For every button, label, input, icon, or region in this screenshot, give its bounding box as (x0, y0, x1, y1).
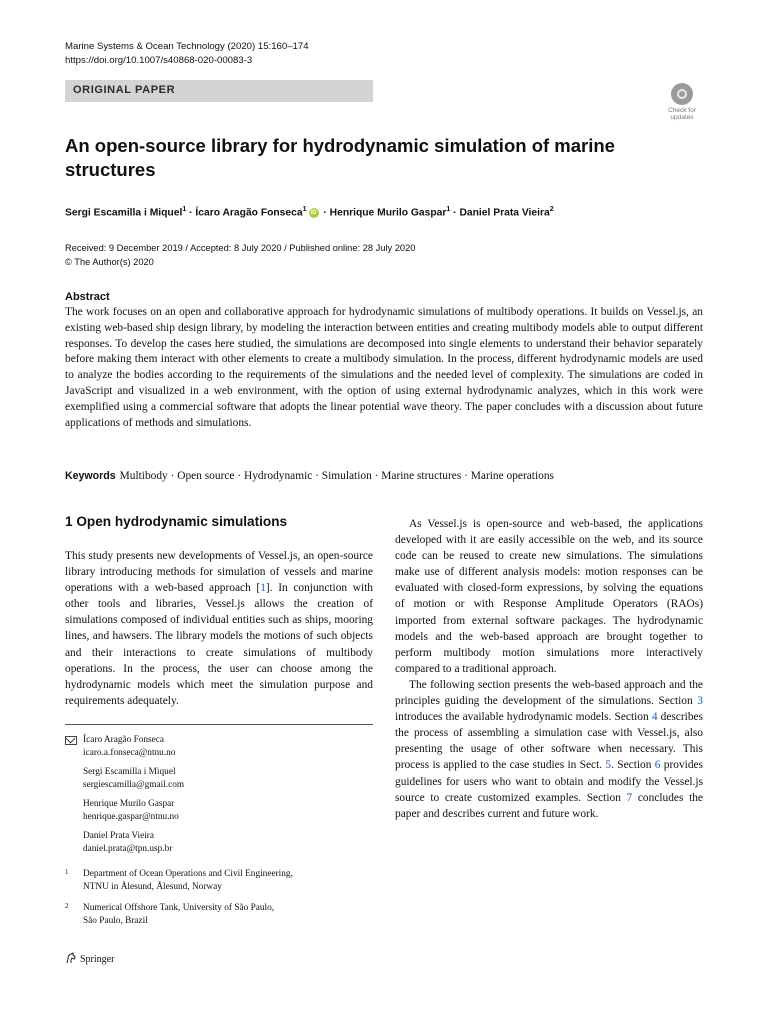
right-paragraph-1: As Vessel.js is open-source and web-based, the applications developed with it are easily accessible on the web, and its source code can be reused to create new simulations. The simulations make use of different analysis models: motion responses can be evaluated with closed-form expressions, by solving the equations of motion or with Response Amplitude Operators (RAOs) imported from external software packages. The hydrodynamic models and the web-based approach are brought together to perform multibody motion simulations more interactively compared to a traditional approach. (395, 518, 703, 675)
check-for-updates-badge[interactable] (663, 83, 701, 123)
author-separator: · (186, 207, 196, 219)
affiliation-line: São Paulo, Brazil (83, 916, 148, 926)
paragraph-text: introduces the available hydrodynamic models. Section (395, 711, 652, 724)
section-link[interactable]: 4 (651, 711, 658, 724)
section-link[interactable]: 3 (697, 695, 703, 708)
orcid-icon[interactable]: iD (310, 210, 317, 217)
author-affiliation-mark: 2 (549, 206, 554, 213)
affiliation-line: Numerical Offshore Tank, University of São Paulo, (83, 903, 275, 913)
abstract-heading: Abstract (65, 291, 110, 303)
publication-dates (65, 241, 415, 269)
affiliation-number: 1 (65, 868, 69, 876)
keywords-label: Keywords (65, 470, 116, 482)
author-affiliation-mark: 1 (446, 206, 451, 213)
paragraph-text: . Section (611, 759, 655, 772)
contact-name: Sergi Escamilla i Miquel (83, 767, 176, 777)
author-name: Daniel Prata Vieira (459, 207, 550, 219)
contact-name: Ícaro Aragão Fonseca (83, 735, 165, 745)
author-name: Henrique Murilo Gaspar (329, 207, 447, 219)
affiliation-number: 2 (65, 902, 69, 910)
section-link[interactable]: 6 (654, 759, 661, 772)
check-badge-line1: Check for (668, 107, 696, 114)
author-name: Ícaro Aragão Fonseca (195, 207, 303, 219)
journal-header (65, 40, 309, 68)
publisher-name: Springer (80, 954, 115, 965)
copyright-line: © The Author(s) 2020 (65, 257, 154, 267)
section-link[interactable]: 5 (605, 759, 612, 772)
springer-horse-icon (65, 952, 77, 964)
contact-entry (83, 766, 363, 792)
author-separator: · (320, 207, 330, 219)
article-type-label: ORIGINAL PAPER (73, 84, 176, 96)
author-separator: · (450, 207, 460, 219)
contact-entry (83, 830, 363, 856)
affiliation-entry (83, 868, 373, 894)
affiliation-line: Department of Ocean Operations and Civil Engineering, (83, 869, 293, 879)
envelope-icon (65, 736, 77, 745)
check-for-updates-icon (671, 83, 693, 105)
author-list (65, 203, 705, 220)
paragraph-text: This study presents new developments of Vessel.js, an open-source library introducing methods for simulation of vessels and marine operations with a web-based approach [ (65, 550, 373, 595)
right-column (395, 516, 703, 822)
contact-email[interactable]: icaro.a.fonseca@ntnu.no (83, 748, 176, 758)
affiliation-entry (83, 902, 373, 928)
paragraph-text: provides guidelines for users who want to obtain and modify the Vessel.js source to create customized examples. Section (395, 759, 704, 804)
contact-entry (83, 798, 363, 824)
page-footer (65, 952, 114, 967)
paragraph-text: ]. In conjunction with other tools and libraries, Vessel.js allows the creation of simulations composed of individual entities such as ships, mooring lines, and hawsers. The library models the motions of such objects and their interactions to create simulations of multibody operations. In the process, the user can choose among the hydrodynamic models which meet the simulation purpose and requirements adequately. (65, 582, 374, 707)
section-heading: 1 Open hydrodynamic simulations (65, 514, 288, 529)
contact-entry (83, 734, 363, 760)
contact-email[interactable]: sergiescamilla@gmail.com (83, 780, 185, 790)
right-paragraph-2 (395, 677, 703, 822)
abstract-text: The work focuses on an open and collaborative approach for hydrodynamic simulations of multibody operations. It builds on Vessel.js, an existing web-based ship design library, by modeling the interaction between entities and creating multibody models able to output different responses. To develop the cases here studied, the simulations are decomposed into single elements to understand their behavior separately before making them interact with other elements to create a multibody simulation. In the process, different hydrodynamic models are used to analyze the bodies according to the requirements of the simulations and the needed level of complexity. The simulations are coded in JavaScript and visualized in a web environment, with the option of using external hydrodynamic analyzes, which in this work were exemplified using a commercial software that adopts the linear potential wave theory. The paper concludes with a discussion about future applications of methods and simulations. (65, 306, 703, 429)
author-affiliation-mark: 1 (302, 206, 307, 213)
citation-link[interactable]: 1 (260, 582, 266, 595)
paragraph-text: concludes the paper and describes current and future work. (395, 791, 703, 820)
footnote-divider (65, 724, 373, 725)
affiliation-line: NTNU in Ålesund, Ålesund, Norway (83, 882, 222, 892)
left-column-paragraph (65, 548, 373, 709)
contact-email[interactable]: daniel.prata@tpn.usp.br (83, 844, 173, 854)
check-badge-line2: updates (670, 114, 694, 121)
author-affiliation-mark: 1 (182, 206, 187, 213)
contact-email[interactable]: henrique.gaspar@ntnu.no (83, 812, 179, 822)
contact-name: Daniel Prata Vieira (83, 831, 155, 841)
section-link[interactable]: 7 (626, 791, 633, 804)
author-name: Sergi Escamilla i Miquel (65, 207, 183, 219)
contact-name: Henrique Murilo Gaspar (83, 799, 175, 809)
article-type-banner (65, 80, 373, 102)
keywords-line (65, 469, 705, 484)
journal-citation: Marine Systems & Ocean Technology (2020) 15:160–174 (65, 41, 309, 52)
keywords-text: Multibody · Open source · Hydrodynamic · Simulation · Marine structures · Marine operations (119, 470, 554, 482)
doi-link[interactable]: https://doi.org/10.1007/s40868-020-00083-3 (65, 55, 253, 66)
paragraph-text: describes the process of assembling a simulation case with Vessel.js, also presenting the usage of other software when necessary. This process is applied to the case studies in Sect. (395, 711, 703, 772)
date-history: Received: 9 December 2019 / Accepted: 8 July 2020 / Published online: 28 July 2020 (65, 243, 416, 253)
paragraph-text: The following section presents the web-based approach and the principles guiding the development of the simulations. Section (395, 678, 703, 708)
paper-title: An open-source library for hydrodynamic simulation of marine structures (65, 135, 615, 180)
